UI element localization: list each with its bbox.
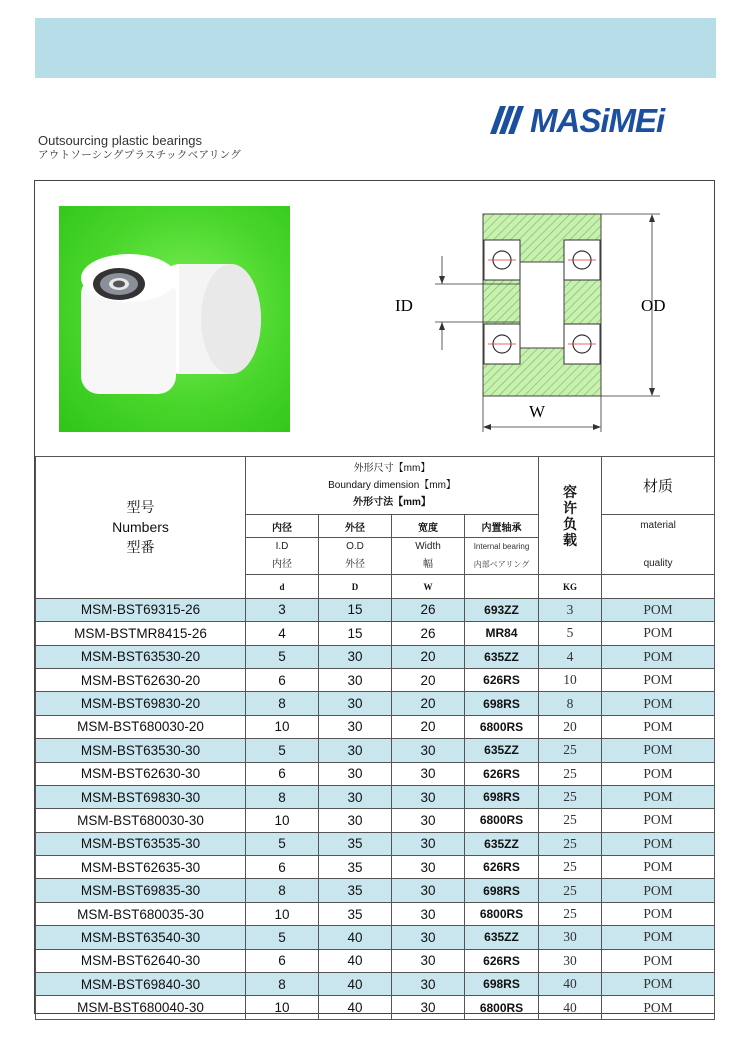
cell-outer-diameter: 40 xyxy=(319,949,392,972)
cell-internal-bearing: 626RS xyxy=(465,856,539,879)
cell-inner-diameter: 6 xyxy=(246,762,319,785)
col-w-en xyxy=(392,538,465,575)
cell-model: MSM-BST62640-30 xyxy=(36,949,246,972)
cell-width: 30 xyxy=(392,879,465,902)
cell-inner-diameter: 3 xyxy=(246,598,319,621)
cell-outer-diameter: 30 xyxy=(319,785,392,808)
model-header-zh: 型号 xyxy=(126,499,155,516)
id-label: ID xyxy=(395,296,413,315)
table-row xyxy=(36,598,715,621)
cell-outer-diameter: 35 xyxy=(319,832,392,855)
cell-model: MSM-BST680030-20 xyxy=(36,715,246,738)
col-w-zh: 宽度 xyxy=(392,515,465,538)
cell-internal-bearing: 635ZZ xyxy=(465,926,539,949)
table-row xyxy=(36,645,715,668)
table-row xyxy=(36,879,715,902)
cell-load: 4 xyxy=(539,645,602,668)
cell-material: POM xyxy=(602,668,715,691)
col-od-en-text: O.D xyxy=(346,541,364,553)
cell-width: 30 xyxy=(392,832,465,855)
cell-outer-diameter: 35 xyxy=(319,879,392,902)
table-row xyxy=(36,668,715,691)
col-b-en-text: Internal bearing xyxy=(473,542,530,552)
cell-inner-diameter: 8 xyxy=(246,973,319,996)
cell-material: POM xyxy=(602,902,715,925)
cell-width: 26 xyxy=(392,622,465,645)
cell-inner-diameter: 5 xyxy=(246,739,319,762)
boundary-header-en: Boundary dimension【mm】 xyxy=(328,480,456,491)
cell-load: 25 xyxy=(539,832,602,855)
col-b-zh: 内置轴承 xyxy=(465,515,539,538)
cell-width: 30 xyxy=(392,785,465,808)
cell-internal-bearing: 626RS xyxy=(465,668,539,691)
product-photo xyxy=(59,206,290,432)
cell-model: MSM-BST63530-30 xyxy=(36,739,246,762)
cell-inner-diameter: 5 xyxy=(246,832,319,855)
cell-material: POM xyxy=(602,762,715,785)
cell-model: MSM-BST62630-20 xyxy=(36,668,246,691)
cell-material: POM xyxy=(602,996,715,1019)
table-row xyxy=(36,926,715,949)
cell-internal-bearing: 6800RS xyxy=(465,902,539,925)
col-b-en xyxy=(465,538,539,575)
cell-model: MSM-BST69315-26 xyxy=(36,598,246,621)
cell-material: POM xyxy=(602,809,715,832)
cell-load: 10 xyxy=(539,668,602,691)
cell-model: MSM-BST69830-30 xyxy=(36,785,246,808)
cell-model: MSM-BST62630-30 xyxy=(36,762,246,785)
material-header: 材质 xyxy=(602,457,715,515)
cell-material: POM xyxy=(602,973,715,996)
col-id-symbol: d xyxy=(246,575,319,598)
cell-load: 5 xyxy=(539,622,602,645)
cell-internal-bearing: 626RS xyxy=(465,949,539,972)
col-od-jp-text: 外径 xyxy=(345,559,365,571)
table-row xyxy=(36,902,715,925)
model-header-en: Numbers xyxy=(112,519,169,536)
material-unit xyxy=(602,575,715,598)
boundary-header-jp: 外形寸法【mm】 xyxy=(353,497,431,508)
cell-internal-bearing: 635ZZ xyxy=(465,739,539,762)
cell-load: 40 xyxy=(539,973,602,996)
col-w-jp-text: 幅 xyxy=(423,559,433,571)
cell-material: POM xyxy=(602,692,715,715)
cell-internal-bearing: 635ZZ xyxy=(465,645,539,668)
brand-logo-text: MASiMEi xyxy=(530,102,665,139)
col-id-jp-text: 内径 xyxy=(272,559,292,571)
cell-material: POM xyxy=(602,832,715,855)
col-id-zh: 内径 xyxy=(246,515,319,538)
cell-internal-bearing: 693ZZ xyxy=(465,598,539,621)
cell-outer-diameter: 35 xyxy=(319,856,392,879)
col-w-symbol: W xyxy=(392,575,465,598)
od-label: OD xyxy=(641,296,666,315)
cell-internal-bearing: MR84 xyxy=(465,622,539,645)
table-row xyxy=(36,832,715,855)
cell-internal-bearing: 6800RS xyxy=(465,809,539,832)
cell-outer-diameter: 30 xyxy=(319,762,392,785)
col-od-symbol: D xyxy=(319,575,392,598)
cell-width: 30 xyxy=(392,809,465,832)
col-od-en xyxy=(319,538,392,575)
table-row xyxy=(36,739,715,762)
cell-inner-diameter: 6 xyxy=(246,856,319,879)
cell-width: 26 xyxy=(392,598,465,621)
cell-material: POM xyxy=(602,622,715,645)
cell-model: MSM-BST680030-30 xyxy=(36,809,246,832)
load-unit: KG xyxy=(539,575,602,598)
col-od-zh: 外径 xyxy=(319,515,392,538)
w-label: W xyxy=(529,402,546,421)
cell-internal-bearing: 6800RS xyxy=(465,996,539,1019)
load-header xyxy=(539,457,602,575)
load-header-zh: 容许负载 xyxy=(563,483,578,548)
cell-width: 20 xyxy=(392,715,465,738)
cell-load: 8 xyxy=(539,692,602,715)
table-row xyxy=(36,949,715,972)
cell-material: POM xyxy=(602,785,715,808)
model-header-jp: 型番 xyxy=(126,539,155,556)
cell-width: 20 xyxy=(392,692,465,715)
cell-width: 30 xyxy=(392,762,465,785)
cell-inner-diameter: 5 xyxy=(246,926,319,949)
subtitle-japanese: アウトソーシングプラスチックベアリング xyxy=(38,149,242,161)
col-w-en-text: Width xyxy=(415,541,441,553)
cell-material: POM xyxy=(602,645,715,668)
quality-en-text: quality xyxy=(643,557,673,569)
col-b-symbol xyxy=(465,575,539,598)
page-subtitle xyxy=(38,133,241,163)
cell-inner-diameter: 5 xyxy=(246,645,319,668)
cell-inner-diameter: 10 xyxy=(246,902,319,925)
cell-width: 30 xyxy=(392,949,465,972)
cell-internal-bearing: 6800RS xyxy=(465,715,539,738)
cell-load: 25 xyxy=(539,739,602,762)
cell-inner-diameter: 6 xyxy=(246,668,319,691)
cell-outer-diameter: 30 xyxy=(319,668,392,691)
subtitle-english: Outsourcing plastic bearings xyxy=(38,133,203,148)
cell-outer-diameter: 15 xyxy=(319,622,392,645)
cell-model: MSM-BST69830-20 xyxy=(36,692,246,715)
cell-width: 30 xyxy=(392,902,465,925)
cell-model: MSM-BST69835-30 xyxy=(36,879,246,902)
cell-internal-bearing: 626RS xyxy=(465,762,539,785)
col-id-en-text: I.D xyxy=(275,541,289,553)
table-row xyxy=(36,692,715,715)
cell-inner-diameter: 8 xyxy=(246,785,319,808)
cell-model: MSM-BST63530-20 xyxy=(36,645,246,668)
specification-table xyxy=(35,456,715,1020)
table-row xyxy=(36,785,715,808)
top-banner xyxy=(35,18,716,78)
cell-width: 30 xyxy=(392,996,465,1019)
cell-outer-diameter: 30 xyxy=(319,645,392,668)
cell-inner-diameter: 10 xyxy=(246,996,319,1019)
cell-outer-diameter: 30 xyxy=(319,739,392,762)
cell-width: 20 xyxy=(392,645,465,668)
cell-load: 25 xyxy=(539,879,602,902)
table-row xyxy=(36,856,715,879)
cell-load: 30 xyxy=(539,949,602,972)
cell-outer-diameter: 40 xyxy=(319,926,392,949)
table-row xyxy=(36,996,715,1019)
cell-width: 30 xyxy=(392,739,465,762)
cell-load: 30 xyxy=(539,926,602,949)
cell-width: 20 xyxy=(392,668,465,691)
cell-load: 20 xyxy=(539,715,602,738)
cell-inner-diameter: 8 xyxy=(246,692,319,715)
cell-load: 25 xyxy=(539,785,602,808)
cell-internal-bearing: 635ZZ xyxy=(465,832,539,855)
cell-load: 25 xyxy=(539,762,602,785)
cell-internal-bearing: 698RS xyxy=(465,879,539,902)
cell-internal-bearing: 698RS xyxy=(465,692,539,715)
cell-material: POM xyxy=(602,856,715,879)
cell-outer-diameter: 40 xyxy=(319,973,392,996)
table-row xyxy=(36,809,715,832)
cell-load: 3 xyxy=(539,598,602,621)
cell-material: POM xyxy=(602,879,715,902)
table-row xyxy=(36,762,715,785)
cell-material: POM xyxy=(602,715,715,738)
cell-outer-diameter: 35 xyxy=(319,902,392,925)
table-row xyxy=(36,622,715,645)
cell-inner-diameter: 4 xyxy=(246,622,319,645)
cell-material: POM xyxy=(602,949,715,972)
material-en-text: material xyxy=(640,519,676,531)
cell-inner-diameter: 10 xyxy=(246,809,319,832)
cell-model: MSM-BST680035-30 xyxy=(36,902,246,925)
cell-outer-diameter: 30 xyxy=(319,692,392,715)
cell-load: 40 xyxy=(539,996,602,1019)
model-header xyxy=(36,457,246,599)
cell-load: 25 xyxy=(539,809,602,832)
cell-load: 25 xyxy=(539,902,602,925)
cell-inner-diameter: 8 xyxy=(246,879,319,902)
cell-load: 25 xyxy=(539,856,602,879)
cell-inner-diameter: 6 xyxy=(246,949,319,972)
table-row xyxy=(36,715,715,738)
cell-material: POM xyxy=(602,926,715,949)
cell-material: POM xyxy=(602,739,715,762)
cell-internal-bearing: 698RS xyxy=(465,973,539,996)
col-id-en xyxy=(246,538,319,575)
table-row xyxy=(36,973,715,996)
cell-material: POM xyxy=(602,598,715,621)
cell-model: MSM-BST63535-30 xyxy=(36,832,246,855)
cell-width: 30 xyxy=(392,856,465,879)
cell-model: MSM-BST69840-30 xyxy=(36,973,246,996)
cell-outer-diameter: 40 xyxy=(319,996,392,1019)
cell-model: MSM-BSTMR8415-26 xyxy=(36,622,246,645)
cell-model: MSM-BST63540-30 xyxy=(36,926,246,949)
cell-outer-diameter: 30 xyxy=(319,809,392,832)
cell-model: MSM-BST62635-30 xyxy=(36,856,246,879)
cell-width: 30 xyxy=(392,973,465,996)
boundary-header xyxy=(246,457,539,515)
cell-inner-diameter: 10 xyxy=(246,715,319,738)
cell-outer-diameter: 15 xyxy=(319,598,392,621)
material-en xyxy=(602,515,715,575)
cell-internal-bearing: 698RS xyxy=(465,785,539,808)
col-b-jp-text: 内部ベアリング xyxy=(473,560,530,570)
boundary-header-zh: 外形尺寸【mm】 xyxy=(353,463,431,474)
cell-outer-diameter: 30 xyxy=(319,715,392,738)
cell-model: MSM-BST680040-30 xyxy=(36,996,246,1019)
cell-width: 30 xyxy=(392,926,465,949)
